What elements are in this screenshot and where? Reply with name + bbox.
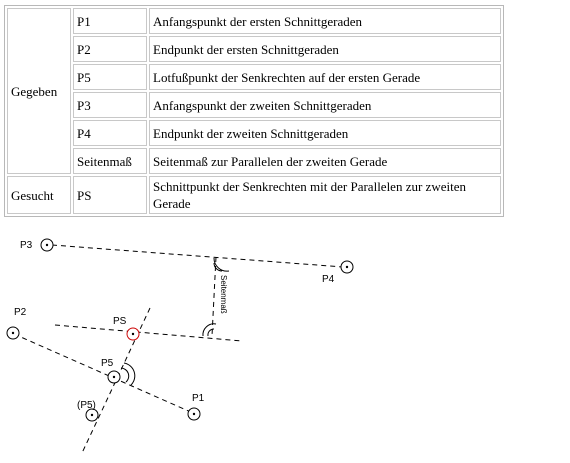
label-ps: PS (113, 316, 127, 327)
label-p5-proj: (P5) (77, 400, 96, 411)
point-dot (113, 376, 115, 378)
point-dot (91, 414, 93, 416)
right-angle-mark-p5 (121, 368, 129, 382)
row-code: P5 (73, 64, 147, 90)
parallel-line (55, 325, 242, 341)
right-angle-mark-bottom (208, 329, 214, 336)
table-row (7, 92, 501, 118)
row-description: Endpunkt der ersten Schnittgeraden (149, 36, 501, 62)
table-row (7, 120, 501, 146)
row-description: Lotfußpunkt der Senkrechten auf der ersten Gerade (149, 64, 501, 90)
label-p4: P4 (322, 274, 335, 285)
label-p3: P3 (20, 240, 33, 251)
row-code: P1 (73, 8, 147, 34)
row-description: Seitenmaß zur Parallelen der zweiten Gerade (149, 148, 501, 174)
line-p2-p1 (14, 334, 193, 413)
table-row (7, 148, 501, 174)
row-description: Schnittpunkt der Senkrechten mit der Parallelen zur zweiten Gerade (149, 176, 501, 214)
row-code: P4 (73, 120, 147, 146)
row-code: PS (73, 176, 147, 214)
row-code: P3 (73, 92, 147, 118)
point-dot (132, 333, 134, 335)
table-row (7, 176, 501, 214)
row-code: P2 (73, 36, 147, 62)
point-dot (46, 244, 48, 246)
table-row (7, 64, 501, 90)
construction-diagram (0, 225, 570, 463)
label-seitenmass: Seitenmaß (219, 275, 228, 314)
parameter-table (4, 5, 504, 217)
table-row (7, 8, 501, 34)
label-p1: P1 (192, 393, 205, 404)
point-dot (193, 413, 195, 415)
point-dot (346, 266, 348, 268)
row-code: Seitenmaß (73, 148, 147, 174)
label-p2: P2 (14, 307, 27, 318)
point-dot (12, 332, 14, 334)
line-p3-p4 (52, 245, 343, 267)
group-label-gegeben: Gegeben (7, 8, 71, 174)
right-angle-mark-bottom-outer (203, 324, 216, 336)
label-p5: P5 (101, 358, 114, 369)
table-row (7, 36, 501, 62)
group-label-gesucht: Gesucht (7, 176, 71, 214)
row-description: Anfangspunkt der ersten Schnittgeraden (149, 8, 501, 34)
right-angle-mark-p5-outer (124, 363, 135, 385)
row-description: Anfangspunkt der zweiten Schnittgeraden (149, 92, 501, 118)
row-description: Endpunkt der zweiten Schnittgeraden (149, 120, 501, 146)
